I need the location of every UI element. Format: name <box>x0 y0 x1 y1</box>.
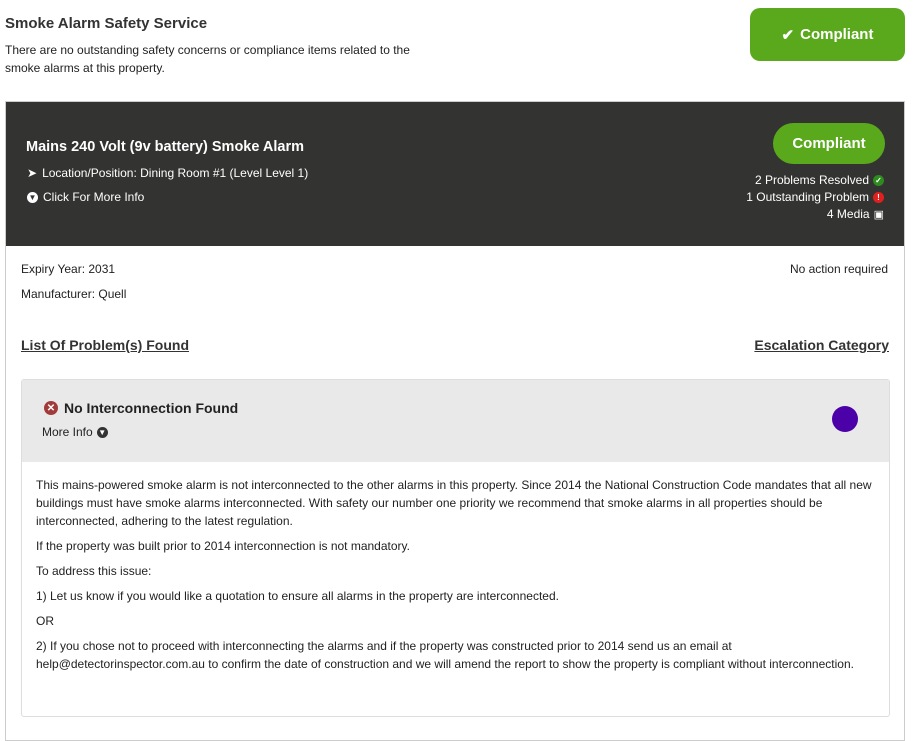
outstanding-problem <box>746 190 884 204</box>
alarm-location <box>27 166 308 180</box>
location-text: Location/Position: Dining Room #1 (Level Level 1) <box>42 166 309 180</box>
check-circle-icon: ✓ <box>873 175 884 186</box>
manufacturer: Manufacturer: Quell <box>21 287 127 301</box>
more-info-label: More Info <box>42 425 93 439</box>
service-title: Smoke Alarm Safety Service <box>5 15 208 32</box>
media-link[interactable] <box>827 207 884 221</box>
more-info-text: Click For More Info <box>43 190 145 204</box>
service-description: There are no outstanding safety concerns or compliance items related to the smoke alarms at this property. <box>5 43 410 75</box>
problem-description <box>36 476 876 680</box>
location-arrow-icon: ➤ <box>27 166 38 180</box>
escalation-indicator <box>832 406 858 432</box>
alarm-card-header <box>6 102 904 246</box>
problem-paragraph: This mains-powered smoke alarm is not interconnected to the other alarms in this property. Since 2014 the National Construction Code mandates that all new buildings must have smoke alarms interconnected. With safety our number one priority we recommend that smoke alarms in all properties should be interconnected, adhering to the latest regulation. <box>36 478 872 528</box>
problem-more-info-toggle[interactable] <box>42 425 108 439</box>
alarm-compliant-badge[interactable]: Compliant <box>773 123 885 164</box>
problem-paragraph: 1) Let us know if you would like a quotation to ensure all alarms in the property are interconnected. <box>36 589 559 603</box>
service-status-label: Compliant <box>800 26 874 43</box>
problem-paragraph: If the property was built prior to 2014 interconnection is not mandatory. <box>36 539 410 553</box>
problem-paragraph: To address this issue: <box>36 564 152 578</box>
problem-paragraph: 2) If you chose not to proceed with interconnecting the alarms and if the property was constructed prior to 2014 send us an email at help@detectorinspector.com.au to confirm the date of construction and we will amend the report to show the property is compliant without interconnection. <box>36 639 854 671</box>
outstanding-text: 1 Outstanding Problem <box>746 190 869 204</box>
chevron-down-circle-icon: ▼ <box>98 427 107 437</box>
media-text: 4 Media <box>826 207 870 221</box>
expiry-year: Expiry Year: 2031 <box>21 262 116 276</box>
problems-header: List Of Problem(s) Found <box>21 337 189 353</box>
service-compliant-badge[interactable] <box>750 8 905 61</box>
problem-title-row <box>44 400 238 416</box>
problem-header <box>22 380 889 462</box>
problem-item <box>21 379 890 717</box>
problem-title: No Interconnection Found <box>64 400 239 416</box>
problems-resolved <box>755 173 884 187</box>
action-status: No action required <box>789 262 888 276</box>
check-icon: ✔ <box>781 26 795 44</box>
alarm-title: Mains 240 Volt (9v battery) Smoke Alarm <box>26 139 305 155</box>
resolved-text: 2 Problems Resolved <box>754 173 869 187</box>
exclamation-circle-icon: ! <box>873 192 884 203</box>
problem-paragraph: OR <box>36 614 54 628</box>
alarm-card <box>5 101 905 741</box>
x-circle-icon: ✕ <box>44 401 58 415</box>
escalation-header: Escalation Category <box>754 337 889 353</box>
images-icon: ▣ <box>873 208 884 221</box>
chevron-down-circle-icon: ▼ <box>28 192 37 202</box>
click-more-info-link[interactable] <box>27 190 144 204</box>
